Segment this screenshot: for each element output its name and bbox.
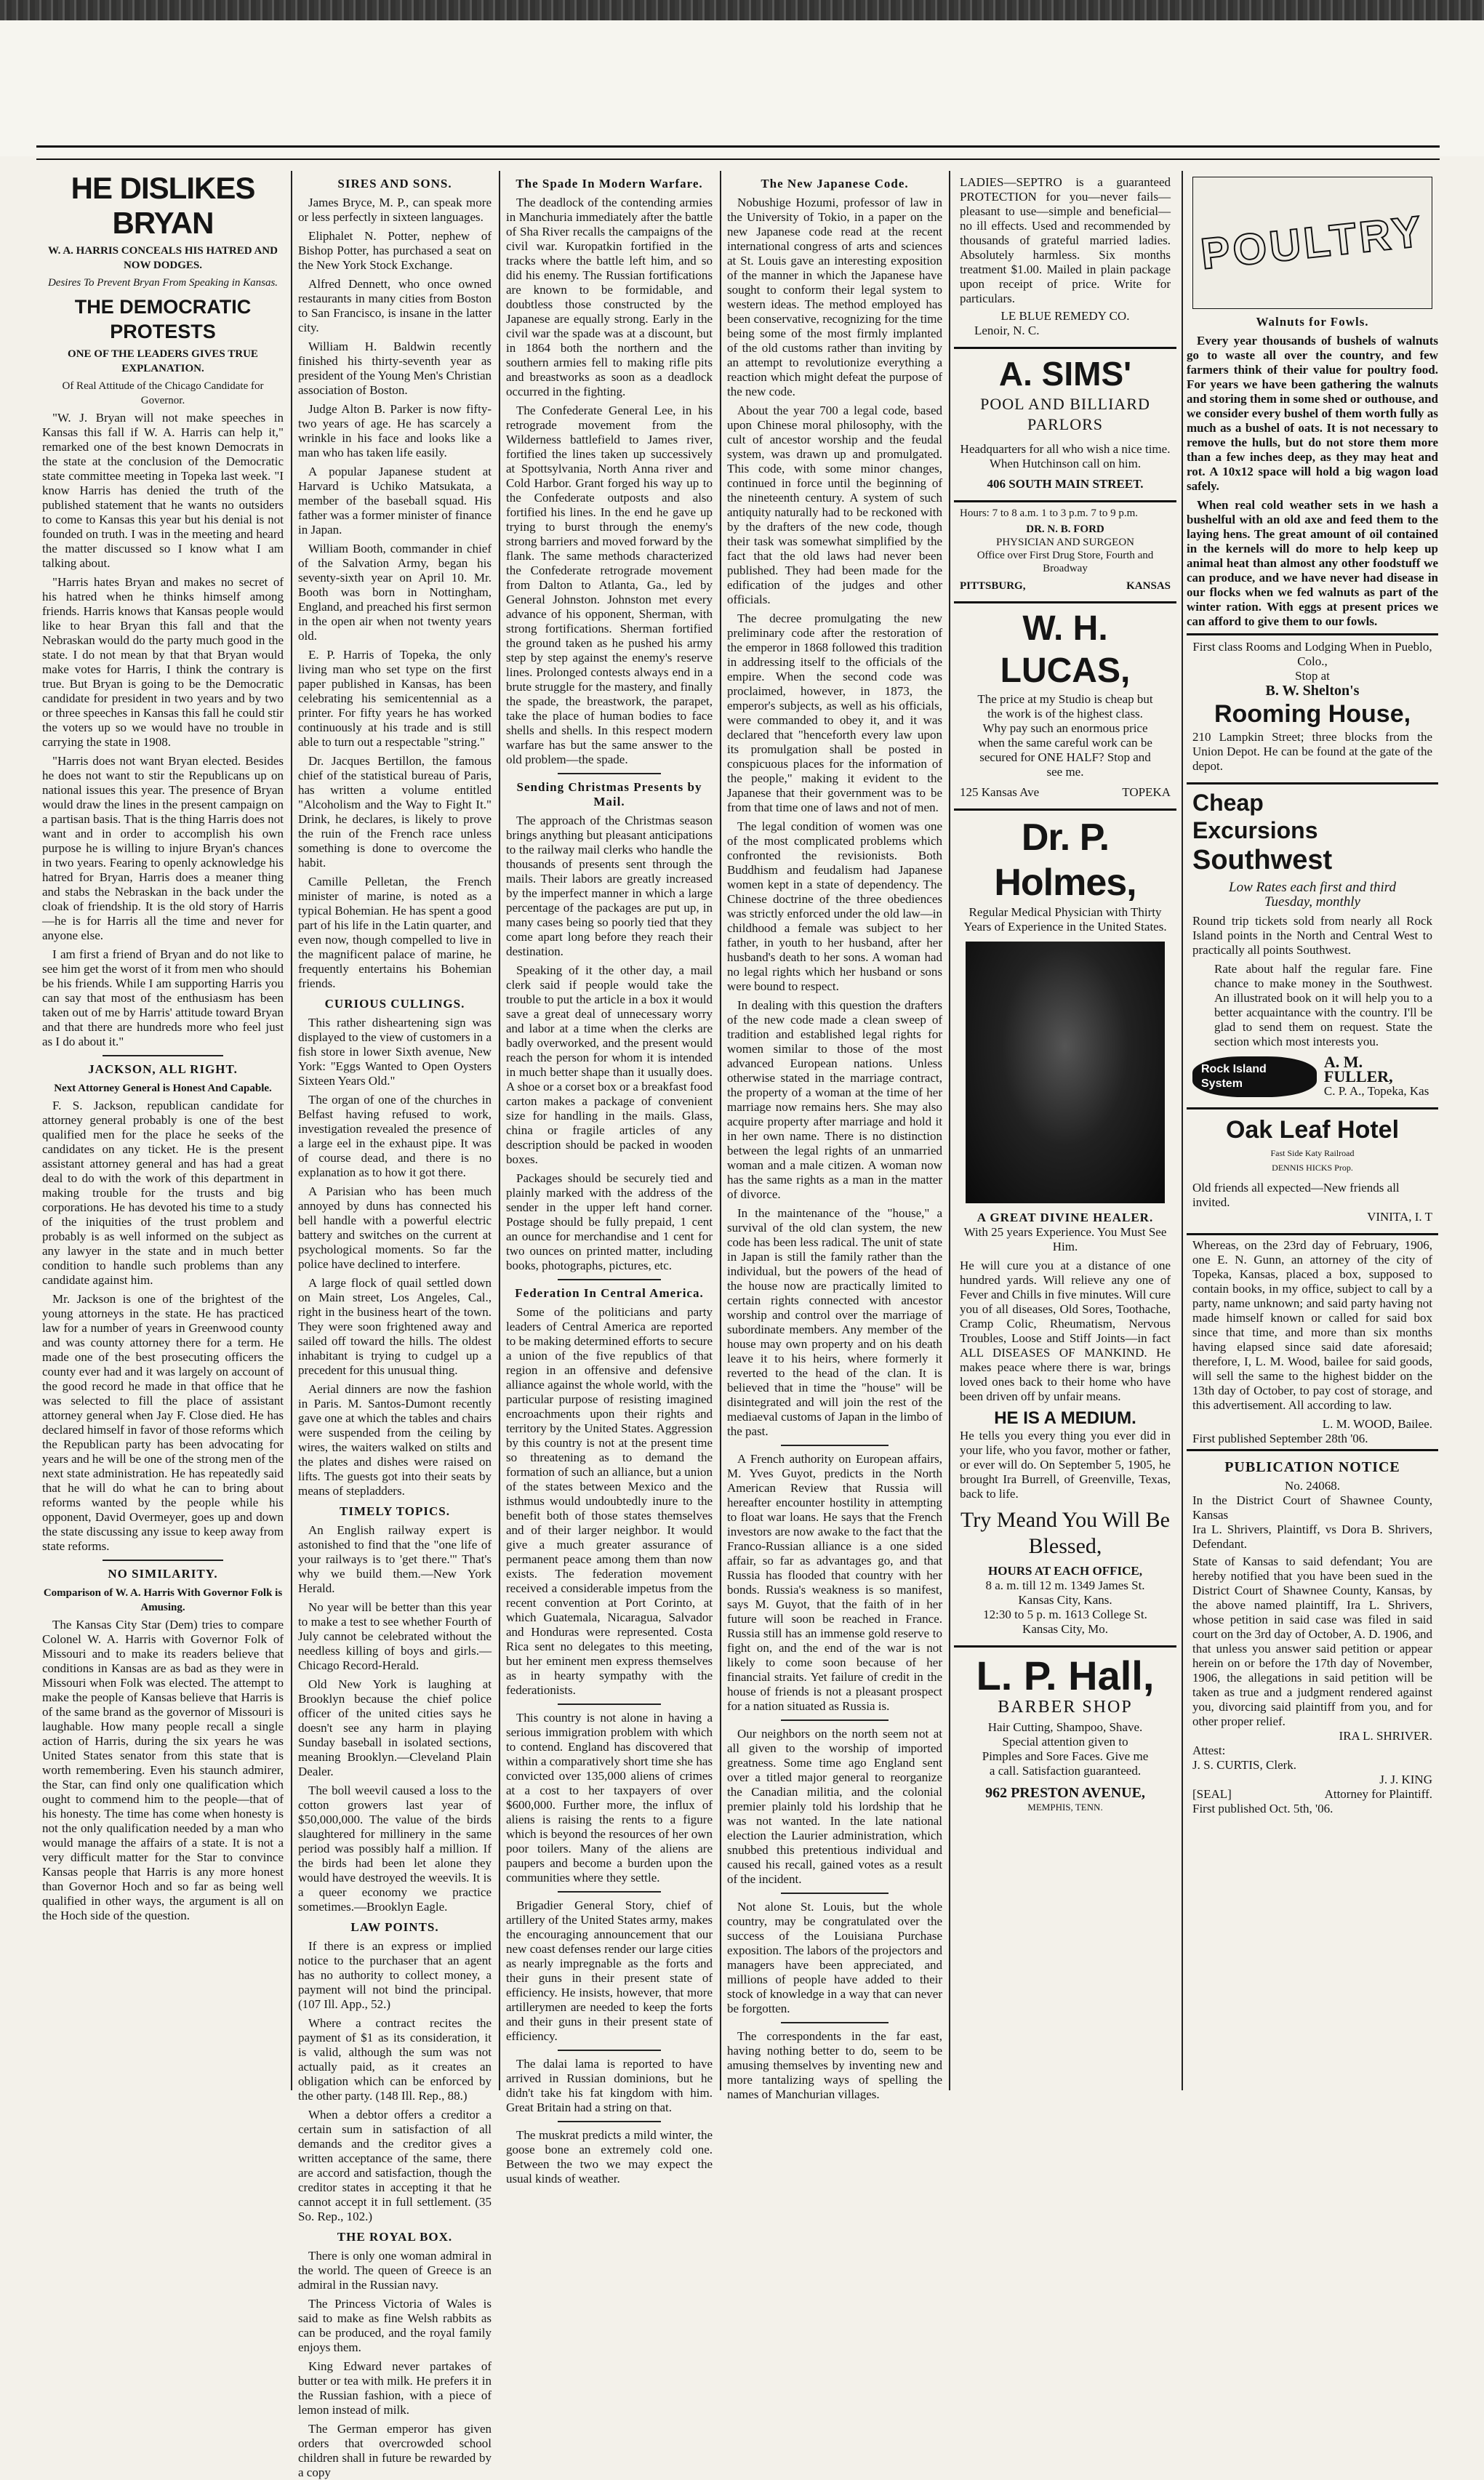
article-paragraph: "W. J. Bryan will not make speeches in Kansas this fall if W. A. Harris can help it," remarked one of the best known Democrats in the state at the conclusion of the Democratic state committee meeting in Topeka last week. "I know Harris has denied the truth of the published statement that he wants no outsiders to come to Kansas this year but his denial is not founded on truth. I was in the meeting and heard the matter discussed so I know what I am talking about. [42,411,284,570]
section-heading: TIMELY TOPICS. [340,1504,450,1518]
ad-subtitle: With 25 years Experience. You Must See Him. [963,1225,1167,1253]
ad-name: B. W. Shelton's [1265,683,1360,699]
article-paragraph: Aerial dinners are now the fashion in Paris. M. Santos-Dumont recently gave one at which the tables and chairs were suspended from the ceiling by wires, the waiters walked on stilts and the plates and dishes were raised on lifts. The guests got into their seats by means of stepladders. [298,1382,492,1498]
article-paragraph: Packages should be securely tied and plainly marked with the address of the sender in the upper left hand corner. Postage should be fully prepaid, 1 cent an ounce for merchandise and 1 cent for two ounces on printed matter, including books, photographs, pictures, etc. [506,1171,713,1272]
ad-body: Headquarters for all who wish a nice time. When Hutchinson call on him. [960,442,1171,470]
notice-attorney: J. J. KING [1379,1773,1432,1786]
ad-title: Excursions [1192,817,1318,843]
article-paragraph: This rather disheartening sign was displayed to the view of customers in a fish store in lower Sixth avenue, New York: "Eggs Wanted to Open Oysters Sixteen Years Old." [298,1016,492,1088]
section-heading: LAW POINTS. [350,1920,439,1934]
article-paragraph: Eliphalet N. Potter, nephew of Bishop Potter, has purchased a seat on the New York Stock Exchange. [298,229,492,272]
article-paragraph: Not alone St. Louis, but the whole country, may be congratulated over the success of the Louisiana Purchase exposition. The labors of the projectors and managers have been appreciated, and millions of people have added to their stock of knowledge in a way that can never be forgotten. [727,1900,942,2015]
divider [558,1704,661,1705]
article-paragraph: Brigadier General Story, chief of artillery of the United States army, makes the encouraging announcement that our new coast defenses render our large cities as nearly impregnable as the forts and their guns in their present state of efficiency. He insists, however, that more artillerymen are needed to keep the forts and their guns in their present state of efficiency. [506,1898,713,2043]
ad-hours: 12:30 to 5 p. m. 1613 College St. [983,1608,1147,1621]
ad-body: First class Rooms and Lodging When in Pueblo, Colo., [1192,640,1432,668]
article-paragraph: Camille Pelletan, the French minister of marine, is noted as a typical Bohemian. He has spent a good part of his life in the Latin quarter, and even now, though compelled to live in the magnificent palace of marine, he frequently entertains his Bohemian friends. [298,875,492,990]
article-paragraph: A large flock of quail settled down on Main street, Los Angeles, Cal., right in the business heart of the town. They were soon frightened away and sailed off toward the hills. The oldest inhabitant is trying to cudgel up a precedent for this unusual thing. [298,1276,492,1377]
notice-date: First published Oct. 5th, '06. [1192,1802,1333,1815]
page-top-margin [0,0,1484,156]
ad-heading: HOURS AT EACH OFFICE, [988,1564,1142,1578]
top-rule [36,145,1440,148]
column-rule [949,171,950,2090]
article-paragraph: Every year thousands of bushels of walnuts go to waste all over the country, and few farmers think of their value for poultry food. For years we have been gathering the walnuts and storing them in some shed or outhouse, and we consider every bushel of them worth fully as much as a bushel of oats. It is not necessary to remove the hulls, but do not store them more than a few inches deep, as they may heat and rot. A 10x12 space will hold a big wagon load safely. [1187,334,1438,493]
ad-city: Lenoir, N. C. [974,324,1040,337]
notice-court: In the District Court of Shawnee County, Kansas [1192,1493,1432,1522]
column-5-ads [954,171,1176,2090]
divider [558,2121,661,2122]
ad-title: L. P. Hall, [976,1653,1155,1698]
article-paragraph: The correspondents in the far east, having nothing better to do, seem to be amusing themselves by inventing new and more tantalizing ways of spelling the names of Manchurian villages. [727,2029,942,2101]
ad-body: Hair Cutting, Shampoo, Shave. Special attention given to Pimples and Sore Faces. Give me a call. Satisfaction guaranteed. [982,1720,1149,1778]
ad-title: Rooming House, [1214,700,1411,728]
article-paragraph: If there is an express or implied notice to the purchaser that an agent has no authority to collect money, a payment will not bind the principal. (107 Ill. App., 52.) [298,1939,492,2011]
ad-body: Stop at [1295,669,1330,683]
poultry-logo [1192,177,1432,309]
divider [558,2050,661,2051]
notice-parties: Ira L. Shrivers, Plaintiff, vs Dora B. Shrivers, Defendant. [1192,1522,1432,1551]
ad-city: VINITA, I. T [1367,1210,1432,1224]
article-paragraph: The muskrat predicts a mild winter, the goose bone an extremely cold one. Between the two we may expect the usual kinds of weather. [506,2128,713,2186]
notice-signature: IRA L. SHRIVER. [1339,1729,1432,1743]
ad-title: Dr. P. Holmes, [994,816,1136,904]
notice-attest: Attest: [1192,1743,1226,1757]
article-paragraph: Nobushige Hozumi, professor of law in the University of Tokio, in a paper on the new Japanese code read at the recent international congress of arts and sciences at St. Louis gave an interesting exposition of the manner in which the Japanese have sought to conform their legal system to western ideas. The method employed has been conservative, recognizing for the time being some of the most firmly implanted of the old customs rather than inviting by an attempt to revolutionize everything a reaction which might defeat the purpose of the new code. [727,196,942,398]
ad-city: MEMPHIS, TENN. [1027,1802,1103,1813]
article-paragraph: Mr. Jackson is one of the brightest of the young attorneys in the state. He has practiced law for a number of years in Greenwood county and was county attorney there for a term. He made one of the best prosecuting officers the county ever had and it was largely on account of the good record he made in that office that he was selected to fill the place of assistant attorney general when Jay F. Close died. He has declared himself in favor of those reforms which the Republican party has been advocating for years and he will be one of the strong men of the next state administration. He has repeatedly said that he will do what he can to bring about reforms wanted by the people while his opponent, David Overmeyer, goes up and down the state discussing any issue to keep away from state reforms. [42,1292,284,1553]
ad-doctor-ford [954,502,1176,603]
article-paragraph: The organ of one of the churches in Belfast having refused to work, investigation revealed the presence of a large eel in the exhaust pipe. It was of course dead, and there is no explanation as to how it got there. [298,1093,492,1179]
section-heading: CURIOUS CULLINGS. [324,997,465,1011]
ad-sims [954,349,1176,502]
ad-city: PITTSBURG, [960,580,1026,592]
ad-hours: 8 a. m. till 12 m. 1349 James St. [985,1578,1145,1592]
article-paragraph: The Confederate General Lee, in his retrograde movement from the Wilderness battlefield to James river, fortified the lines taken up successively at Spottsylvania, North Anna river and Cold Harbor. Grant forged his way up to the Confederate outposts and also fortified his lines. In the end he gave up trying to burst through the enemy's strong barriers and moved forward by the flank. The same methods characterized the Confederate retrograde movement from Dalton to Atlanta, Ga., led by General Johnston. Johnston met every advance of his opponent, Sherman, with strong fortifications. Sherman fortified the ground taken as he pushed his army step by step against the enemy's reserve lines. Prolonged contests always end in a brute struggle for the mastery, and finally the spade, the breastwork, the parapet, take the place of human bodies to face shells and shells. In this respect modern warfare has but the same answer to the old problem—the spade. [506,404,713,766]
divider [103,1560,223,1561]
ad-body: Rate about half the regular fare. Fine chance to make money in the Southwest. An illustrated book on it will help you to a better acquaintance with the country. I'll be glad to send them on request. State the section which most interests you. [1214,962,1432,1048]
article-paragraph: When a debtor offers a creditor a certain sum in satisfaction of all demands and the creditor gives a written acceptance of the same, there are accord and satisfaction, though the creditor states in accepting it that he cannot accept it in full settlement. (35 So. Rep., 102.) [298,2108,492,2223]
ad-subtitle: Regular Medical Physician with Thirty Years of Experience in the United States. [963,905,1167,934]
ad-title: Oak Leaf Hotel [1225,1116,1400,1144]
article-paragraph: A French authority on European affairs, M. Yves Guyot, predicts in the North American Review that Russia will hereafter encounter hostility in attempting to float war loans. He says that the French investors are now awake to the fact that the Franco-Russian alliance is a one sided affair, so far as advantages go, and that Russia has flooded that country with her bonds. Russia's weakness is so manifest, says M. Guyot, that the faith of in her future will soon be reached in France. Russia still has an immense gold reserve to fight on, and the end of the war is not likely to come soon because of her financial straits. Yet failure of credit in the house of friends is not a pleasant prospect for a nation situated as Russia is. [727,1452,942,1713]
divider [558,1279,661,1280]
column-2 [298,171,492,2479]
deck: ONE OF THE LEADERS GIVES TRUE EXPLANATION. [68,348,258,374]
ad-body: 210 Lampkin Street; three blocks from the Union Depot. He can be found at the gate of the depot. [1192,730,1432,773]
article-paragraph: Judge Alton B. Parker is now fifty-two years of age. He has scarcely a wrinkle in his face and looks like a man who has taken life easily. [298,402,492,460]
article-paragraph: Where a contract recites the payment of $1 as its consideration, it is valid, although the sum was not actually paid, as it creates an obligation which can be enforced by the other party. (148 Ill. Rep., 88.) [298,2016,492,2103]
article-paragraph: This country is not alone in having a serious immigration problem with which to contend. England has discovered that within a comparatively short time she has convicted over 135,000 aliens of crimes at a cost to her taxpayers of over $600,000. Further more, the influx of aliens is raising the rents to a figure which is beyond the resources of her own poor toilers. Many of the aliens are paupers and become a burden upon the communities where they settle. [506,1711,713,1885]
ad-subtitle: DENNIS HICKS Prop. [1272,1163,1353,1173]
notice-heading: PUBLICATION NOTICE [1224,1459,1400,1475]
ad-septro [954,171,1176,349]
section-heading: JACKSON, ALL RIGHT. [88,1062,238,1076]
article-paragraph: The German emperor has given orders that overcrowded school children shall in future be rewarded by a copy [298,2422,492,2479]
ad-body: He tells you every thing you ever did in your life, who you favor, mother or father, or ever will do. On September 5, 1905, he brought Ira Burrell, of Greenville, Texas, back to life. [960,1429,1171,1501]
article-paragraph: F. S. Jackson, republican candidate for attorney general probably is one of the best qualified men for the place he seeks of the candidates on any ticket. He is the present assistant attorney general and has had a great deal to do with the work of this department in making trouble for the trusts and big corporations. He has devoted his time to a study of the iniquities of the trust problem and probably is as well informed on the subject as any lawyer in the state and in much better condition to handle such problems than any candidate against him. [42,1099,284,1287]
ad-excursions [1187,784,1438,1109]
article-paragraph: Dr. Jacques Bertillon, the famous chief of the statistical bureau of Paris, has written a volume entitled "Alcoholism and the Way to Fight It." Drink, he declares, is likely to prove the ruin of the French race unless something is done to overcome the habit. [298,754,492,870]
article-paragraph: In dealing with this question the drafters of the new code made a clean sweep of tradition and established legal rights for women similar to those of the most advanced European nations. Unless otherwise stated in the marriage contract, the property of a woman at the time of her marriage now remains hers. She may also acquire property after marriage and hold it in her own name. There is no distinction between the legal rights of an unmarried woman and a male citizen. A woman now has the same rights as a man in the matter of divorce. [727,998,942,1201]
section-heading: The Spade In Modern Warfare. [516,177,703,190]
deck: W. A. HARRIS CONCEALS HIS HATRED AND NOW DODGES. [48,245,278,271]
ad-body: The price at my Studio is cheap but the work is of the highest class. Why pay such an enormous price when the same careful work can be secured for ONE HALF? Stop and see me. [977,692,1153,779]
section-heading: Sending Christmas Presents by Mail. [516,780,702,808]
article-paragraph: No year will be better than this year to make a test to see whether Fourth of July cannot be celebrated without the needless killing of boys and girls.—Chicago Record-Herald. [298,1600,492,1672]
ad-slogan: Try Meand You Will Be Blessed, [960,1508,1171,1558]
torn-top-edge [0,0,1484,20]
article-paragraph: Old New York is laughing at Brooklyn because the chief police officer of the united cities says he doesn't see any harm in playing Sunday baseball in isolated sections, meaning Brooklyn.—Cleveland Plain Dealer. [298,1677,492,1778]
ad-heading: HE IS A MEDIUM. [994,1408,1136,1428]
ad-address: 962 PRESTON AVENUE, [985,1785,1145,1801]
ad-title: Cheap [1192,790,1264,816]
ad-hours: Hours: 7 to 8 a.m. 1 to 3 p.m. 7 to 9 p.m. [960,507,1138,519]
divider [781,1445,889,1446]
ad-state: KANSAS [1126,580,1171,592]
ad-subtitle: Low Rates each first and third Tuesday, monthly [1229,880,1396,910]
ad-lucas [954,603,1176,811]
ad-shelton [1187,633,1438,784]
ad-subtitle: POOL AND BILLIARD PARLORS [980,395,1150,433]
notice-body: State of Kansas to said defendant; You are hereby notified that you have been sued in the District Court of Shawnee County, Kansas, by the above named plaintiff, Ira L. Shrivers, whose petition in said case was filed in said court on the 3rd day of October, A. D. 1906, and that unless you answer said petition or appear herein on or before the 17th day of November, 1906, the allegations in said petition will be taken as true and a judgment rendered against you, divorcing said plaintiff from you, and for other proper relief. [1192,1554,1432,1728]
notice-clerk: J. S. CURTIS, Clerk. [1192,1758,1297,1772]
divider [781,1893,889,1894]
ad-city: TOPEKA [1122,785,1171,799]
headline-dislikes-bryan: HE DISLIKES BRYAN [71,171,255,240]
column-6 [1187,171,1438,2090]
column-3 [506,171,713,2186]
ad-name: A. M. FULLER, [1323,1053,1393,1085]
article-paragraph: Speaking of it the other day, a mail clerk said if people would take the trouble to put the article in a box it would save a great deal of unnecessary worry and labor at a time when the clerks are badly overworked, and the present would reach the person for whom it is intended in much better shape than it usually does. A shoe or a corset box or a breakfast food carton makes a package of convenient size for handling in the mails. Glass, china or fragile articles of any description should be packed in wooden boxes. [506,963,713,1166]
ad-subtitle: PHYSICIAN AND SURGEON [995,537,1135,548]
deck: Next Attorney General is Honest And Capable. [54,1083,272,1094]
bailee-notice [1187,1235,1438,1451]
article-paragraph: Some of the politicians and party leaders of Central America are reported to be making determined efforts to secure a union of the five republics of that region in an offensive and defensive alliance against the whole world, with the particular purpose of resisting imagined encroachments upon their rights and territory by the United States. Aggression by this country is not at the present time so threatening as to demand the formation of such an alliance, but a union of the states between Mexico and the isthmus would undoubtedly inure to the benefit both of those states themselves and of their larger neighbor. It would give a much greater assurance of permanent peace among them than now exists. The federation movement received a considerable impetus from the recent convention at Port Corinto, at which Guatemala, Nicaragua, Salvador and Honduras were represented. Costa Rica sent no delegates to this meeting, but her eminent men express themselves as in hearty sympathy with the federationists. [506,1305,713,1697]
article-paragraph: I am first a friend of Bryan and do not like to see him get the worst of it from men who should be his friends. While I am supporting Harris you can say that most of the enthusiasm has been taken out of me by Harris' attitude toward Bryan and that there are hundreds more who feel just as I do about it." [42,947,284,1048]
ad-subtitle: BARBER SHOP [998,1698,1133,1717]
ad-firm: LE BLUE REMEDY CO. [1000,309,1130,323]
column-4 [727,171,943,2101]
article-paragraph: William Booth, commander in chief of the Salvation Army, began his seventy-sixth year on April 10. Mr. Booth was born in Nottingham, England, and preached his first sermon in the open air when not twenty years old. [298,542,492,643]
divider [103,1055,223,1056]
section-heading: The New Japanese Code. [761,177,909,190]
rock-island-logo: Rock Island System [1192,1056,1317,1097]
ad-heading: A GREAT DIVINE HEALER. [976,1211,1154,1224]
divider [558,1891,661,1893]
publication-notice [1187,1451,1438,1819]
ad-body: Round trip tickets sold from nearly all Rock Island points in the North and Central West to practically all points Southwest. [1192,914,1432,957]
article-paragraph: The Kansas City Star (Dem) tries to compare Colonel W. A. Harris with Governor Folk of Missouri and to make its readers believe that conditions in Kansas are as bad as they were in Missouri when Folk was elected. The attempt to make the people of Kansas believe that Harris is of the same brand as the governor of Missouri is laughable. How many people recall a single action of Harris, during the six years he was United States senator from this state that is worth remembering. Even his staunch admirer, the Star, can find only one qualification which ought to commend him to the people—that of his honesty. The time has come when honesty is not the only qualification needed by a man who would manage the affairs of a state. It is not a very difficult matter for the Star to convince Kansas people that Harris is any more honest than Governor Hoch and so far as being well qualified in other ways, the argument is all on the Hoch side of the question. [42,1618,284,1922]
ad-oak-leaf-hotel [1187,1109,1438,1235]
section-heading: Walnuts for Fowls. [1256,315,1369,329]
ad-title: DR. N. B. FORD [1026,523,1104,535]
notice-signature: L. M. WOOD, Bailee. [1322,1417,1432,1431]
article-paragraph: The dalai lama is reported to have arrived in Russian dominions, but he didn't take his fat kingdom with him. Great Britain had a string on that. [506,2057,713,2114]
article-paragraph: The approach of the Christmas season brings anything but pleasant anticipations to the railway mail clerks who handle the thousands of presents sent through the mails. Their labors are greatly increased by the imperfect manner in which a large percentage of the packages are put up, in many cases being so poorly tied that they come apart long before they reach their destination. [506,814,713,958]
notice-date: First published September 28th '06. [1192,1432,1368,1445]
article-paragraph: E. P. Harris of Topeka, the only living man who set type on the first paper published in Kansas, has been celebrating his semicentennial as a printer. For fifty years he has worked continuously at his trade and is still able to turn out a respectable "string." [298,648,492,749]
section-heading: Federation In Central America. [515,1286,704,1300]
ad-body: LADIES—SEPTRO is a guaranteed PROTECTION for you—never fails—pleasant to use—simple and beneficial—no ill effects. Used and recommended by thousands of grateful married ladies. Absolutely harmless. Six months treatment $1.00. Mailed in plain package upon receipt of price. Write for particulars. [960,175,1171,305]
notice-number: No. 24068. [1284,1479,1341,1493]
ad-body: He will cure you at a distance of one hundred yards. Will relieve any one of Fever and Chills in five minutes. Will cure you of all diseases, Old Sores, Toothache, Cramp Colic, Rheumatism, Nervous Troubles, Loose and Stiff Joints—in fact ALL DISEASES OF MANKIND. He makes peace where there is war, brings loved ones back to their home who have been driven off by unfair means. [960,1259,1171,1403]
deck: Desires To Prevent Bryan From Speaking in Kansas. [47,277,278,289]
article-paragraph: Alfred Dennett, who once owned restaurants in many cities from Boston to San Francisco, is insane in the latter city. [298,277,492,334]
divider [558,773,661,774]
notice-seal: [SEAL] [1192,1787,1232,1801]
article-paragraph: An English railway expert is astonished to find that the "one life of your railways is to 'get there.'" That's why we build them.—New York Herald. [298,1523,492,1595]
article-paragraph: The boll weevil caused a loss to the cotton growers last year of $50,000,000. The value of the birds slaughtered for millinery in the same period was possibly half a million. If the birds had been let alone they would have destroyed the weevils. It is a queer economy we practice sometimes.—Brooklyn Eagle. [298,1783,492,1914]
headline-democratic-protests: THE DEMOCRATIC PROTESTS [74,296,252,342]
ad-hours: Kansas City, Mo. [1022,1622,1108,1636]
deck: Of Real Attitude of the Chicago Candidate for Governor. [62,380,264,406]
article-paragraph: The legal condition of women was one of the most complicated problems which confronted the revisionists. Both Buddhism and feudalism had Japanese women kept in a state of dependency. The Chinese doctrine of the three obediences was strictly enforced under the old law—in childhood a female was subject to her father, in youth to her husband, after her husband's death to her sons. A woman had no legal rights which her husband or sons were bound to respect. [727,819,942,993]
ad-hours: Kansas City, Kans. [1018,1593,1112,1607]
article-paragraph: The Princess Victoria of Wales is said to make as fine Welsh rabbits as can be produced, and the royal family enjoys them. [298,2297,492,2354]
ad-address: 125 Kansas Ave [960,785,1040,799]
poultry-logo-text: POULTRY [1198,206,1427,278]
article-paragraph: King Edward never partakes of butter or tea with milk. He prefers it in the Russian fashion, with a piece of lemon instead of milk. [298,2359,492,2417]
column-rule [291,171,292,2090]
deck: Comparison of W. A. Harris With Governor Folk is Amusing. [43,1587,283,1613]
article-paragraph: William H. Baldwin recently finished his thirty-seventh year as president of the Young Men's Christian association of Boston. [298,340,492,397]
article-paragraph: A popular Japanese student at Harvard is Uchiko Matsukata, a member of the baseball squad. His father was a former minister of finance in Japan. [298,465,492,537]
article-paragraph: In the maintenance of the "house," a survival of the old clan system, the new code has been less radical. The unit of state in Japan is still the family rather than the individual, but the powers of the head of the house now are practically limited to certain rights connected with ancestor worship and control over the marriage of subordinate members. Any member of the house may own property and on his death leave it to his heirs, where formerly it reverted to the head of the clan. It is believed that in time the "house" will be disintegrated and will join the rest of the mediaeval customs of Japan in the limbo of the past. [727,1206,943,1438]
column-rule [1182,171,1183,2090]
article-paragraph: When real cold weather sets in we hash a bushelful with an old axe and feed them to the laying hens. The great amount of oil contained in the kernels will do more to help keep up animal heat than almost any other foodstuff we can produce, and we have never had disease in our flocks when we fed walnuts as part of the winter ration. With eggs at present prices we can afford to give them to our fowls. [1187,498,1438,628]
ad-body: Office over First Drug Store, Fourth and Broadway [976,550,1154,574]
article-paragraph: About the year 700 a legal code, based upon Chinese moral philosophy, with the cult of ancestor worship and the feudal system, was drawn up and promulgated. This code, with some minor changes, continued in force until the beginning of the nineteenth century. A system of such antiquity naturally had to be reckoned with by the drafters of the new code, though their task was somewhat simplified by the fact that the old laws had never been published. They had been made for the edification of the judges and other officials. [727,404,942,606]
article-paragraph: A Parisian who has been much annoyed by duns has connected his bell handle with a powerful electric battery and switches on the current at psychological moments. So far the police have declined to interfere. [298,1184,492,1271]
section-heading: NO SIMILARITY. [108,1567,218,1581]
divider [781,2022,889,2023]
ad-body: Old friends all expected—New friends all invited. [1192,1181,1400,1209]
ad-title: A. SIMS' [998,355,1132,393]
ad-hall [954,1648,1176,1819]
portrait-photo [966,942,1165,1203]
top-rule-thin [36,158,1440,160]
section-heading: THE ROYAL BOX. [337,2230,453,2244]
article-paragraph: There is only one woman admiral in the world. The queen of Greece is an admiral in the Russian navy. [298,2249,492,2292]
article-paragraph: Our neighbors on the north seem not at all given to the worship of imported greatness. Some time ago England sent over a titled major general to reorganize the Canadian militia, and the colonial premier plainly told his lordship that he was not wanted. In the late national election the Laurier administration, which snubbed this pretentious individual and caused his recall, gained votes as a result of the incident. [727,1727,942,1886]
article-paragraph: The deadlock of the contending armies in Manchuria immediately after the battle of Sha River recalls the campaigns of the civil war. Kuropatkin fortified in the tracks where the battle left him, and so did his enemy. The Russian fortifications are known to be formidable, and doubtless those constructed by the Japanese are equally strong. Early in the civil war the spade was at a discount, but in 1864 both the northern and the southern armies fell to making rifle pits and breastworks as soon as a deadlock occurred in the fighting. [506,196,713,398]
ad-address: 406 SOUTH MAIN STREET. [987,477,1144,491]
notice-attorney-role: Attorney for Plaintiff. [1324,1787,1432,1801]
section-heading: SIRES AND SONS. [337,177,452,190]
article-paragraph: "Harris hates Bryan and makes no secret of his hatred when he thinks himself among friends. Harris knows that Kansas people would like to hear Bryan this fall and that the Nebraskan would do the party much good in the state. I do not mean by that that Bryan would make votes for Harris, I think the contrary is true. But Bryan is going to be the Democratic candidate for president in two years and by two or three speeches in Kansas this fall he could stir the voters up so we would have no trouble in carrying the state in 1908. [42,575,284,749]
divider [781,1719,889,1721]
notice-body: Whereas, on the 23rd day of February, 1906, one E. N. Gunn, an attorney of the city of Topeka, Kansas, placed a box, supposed to contain books, in my office, subject to call by a party, name unknown; and said party having not made himself known or called for said box since that time, and more than six months having elapsed since said date aforesaid; therefore, I, L. M. Wood, bailee for said goods, will sell the same to the highest bidder on the 13th day of October, to pay cost of storage, and this advertisement. All according to law. [1192,1238,1432,1412]
article-paragraph: The decree promulgating the new preliminary code after the restoration of the emperor in 1868 followed this tradition in addressing itself to the officials of the empire. When the second code was proclaimed, however, in 1873, the emperor's subjects, as well as his officials, were commanded to obey it, and it was declared that "henceforth every law upon its promulgation shall be posted in conspicuous places for the information of the people," making it evident to the Japanese that their government was to be from that time one of laws and not of men. [727,611,942,814]
ad-title: W. H. LUCAS, [1000,609,1131,690]
ad-holmes [954,811,1176,1648]
column-rule [720,171,721,2090]
ad-subtitle: C. P. A., Topeka, Kas [1323,1084,1429,1098]
column-rule [499,171,500,2090]
ad-title: Southwest [1192,845,1333,875]
ad-subtitle: Fast Side Katy Railroad [1270,1148,1355,1158]
column-1 [42,171,284,2090]
article-paragraph: James Bryce, M. P., can speak more or less perfectly in sixteen languages. [298,196,492,224]
article-paragraph: "Harris does not want Bryan elected. Besides he does not want to stir the Republicans up on national issues this year. The presence of Bryan would draw the lines in the present campaign on a partisan basis. That is the thing Harris does not want and in order to accomplish his own purpose he is willing to injure Bryan's chances in two years. Fearing to openly acknowledge his hatred for Bryan, Harris does a meaner thing and stabs the Nebraskan in the back under the cloak of friendship. It is the old story of Harris—he is for Harris all the time and never for anyone else. [42,754,284,942]
